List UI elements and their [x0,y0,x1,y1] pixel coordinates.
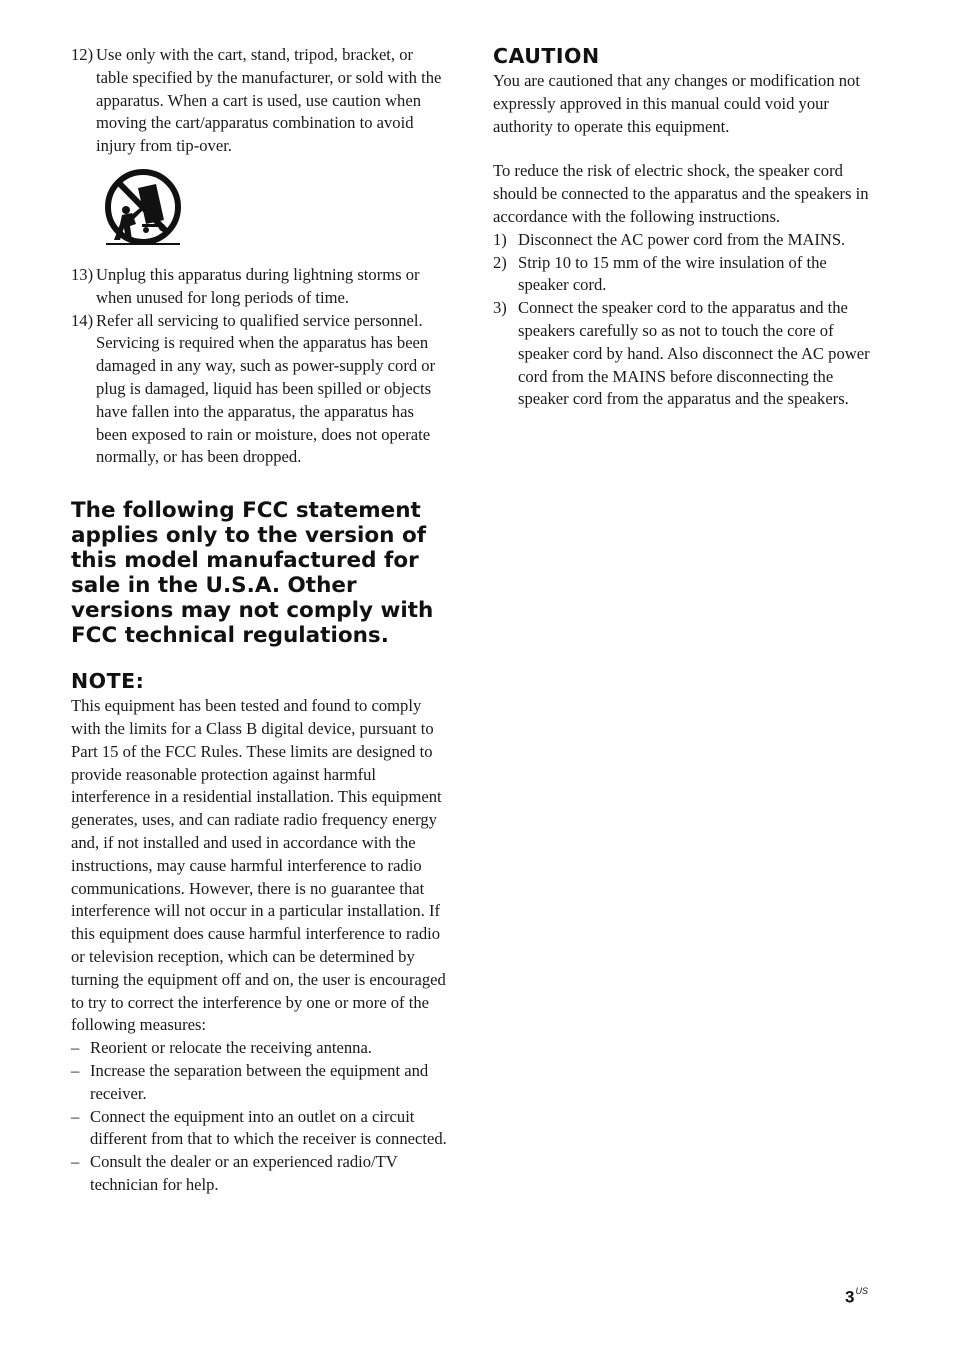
list-item [493,297,871,411]
list-item [71,310,449,470]
caution-paragraph: You are cautioned that any changes or modification not expressly approved in this manual could void your authority to operate this equipment. [493,71,860,136]
item-text: Refer all servicing to qualified service personnel. Servicing is required when the apparatus has been damaged in any way, such as power-supply cord or plug is damaged, liquid has been spilled or objects have fallen into the apparatus, the apparatus has been exposed to rain or moisture, does not operate normally, or has been dropped. [96,310,436,467]
list-item [71,1106,449,1152]
safety-list-bottom [71,264,449,469]
list-item [493,252,871,298]
interference-measures-list [71,1037,449,1197]
paragraph-spacer [493,138,871,160]
right-column [493,44,871,411]
list-item [71,44,449,158]
caution-heading: CAUTION [493,44,600,68]
dash-marker: – [71,1060,80,1080]
speaker-cord-steps [493,229,871,411]
left-column [71,44,449,1197]
dash-marker: – [71,1152,80,1172]
step-text: Connect the speaker cord to the apparatus and the speakers carefully so as not to touch the core of speaker cord by hand. Also disconnect the AC power cord from the MAINS before disconnecting the speaker cord from the apparatus and the speakers. [518,298,870,409]
item-text: Consult the dealer or an experienced radio/TV technician for help. [90,1152,398,1194]
list-item [71,1151,449,1197]
page-number [845,1282,868,1309]
step-number: 2) [493,252,507,272]
safety-list-top [71,44,449,158]
list-item [71,264,449,310]
item-text: Unplug this apparatus during lightning storms or when unused for long periods of time. [96,264,420,307]
item-number: 13) [71,264,94,284]
list-item [71,1037,449,1060]
item-text: Increase the separation between the equipment and receiver. [90,1060,429,1103]
step-text: Strip 10 to 15 mm of the wire insulation of the speaker cord. [518,252,827,295]
list-item [493,229,871,252]
item-number: 14) [71,310,94,330]
fcc-statement-heading: The following FCC statement applies only to the version of this model manufactured for sale in the U.S.A. Other versions may not comply with FCC technical regulations. [71,498,434,649]
item-text: Use only with the cart, stand, tripod, bracket, or table specified by the manufacturer, or sold with the apparatus. When a cart is used, use caution when moving the cart/apparatus combination to avoid injury from tip-over. [96,45,442,156]
cart-tip-over-warning-icon [102,168,184,250]
item-number: 12) [71,45,94,64]
dash-marker: – [71,1038,80,1058]
note-heading: NOTE: [71,669,145,694]
step-text: Disconnect the AC power cord from the MAINS. [518,229,846,249]
item-text: Connect the equipment into an outlet on a circuit different from that to which the receiver is connected. [90,1106,447,1149]
page-number-suffix: US [855,1286,868,1296]
note-paragraph: This equipment has been tested and found to comply with the limits for a Class B digital device, pursuant to Part 15 of the FCC Rules. These limits are designed to provide reasonable protection against harmful interference in a residential installation. This equipment generates, uses, and can radiate radio frequency energy and, if not installed and used in accordance with the instructions, may cause harmful interference to radio communications. However, there is no guarantee that interference will not occur in a particular installation. If this equipment does cause harmful interference to radio or television reception, which can be determined by turning the equipment off and on, the user is encouraged to try to correct the interference by one or more of the following measures: [71,696,446,1035]
item-text: Reorient or relocate the receiving antenna. [90,1038,372,1058]
step-number: 1) [493,229,507,249]
page-number-value: 3 [845,1287,855,1307]
electric-shock-paragraph: To reduce the risk of electric shock, the speaker cord should be connected to the apparatus and the speakers in accordance with the following instructions. [493,161,869,226]
list-item [71,1060,449,1106]
step-number: 3) [493,298,507,318]
dash-marker: – [71,1106,80,1126]
